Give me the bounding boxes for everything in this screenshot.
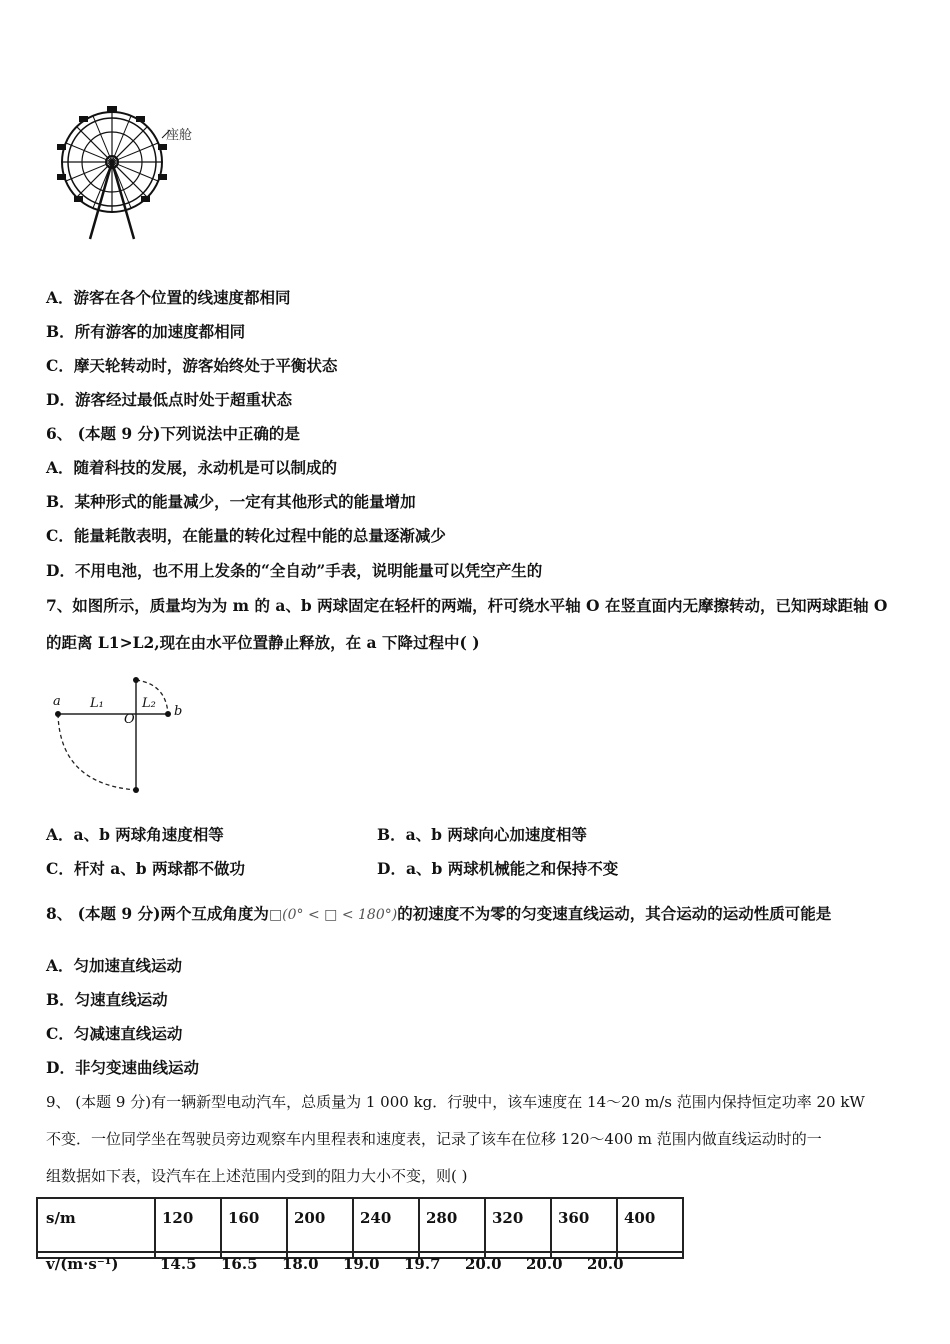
- table-cell: 20.0: [526, 1255, 563, 1273]
- ferris-label: 座舱: [166, 128, 193, 143]
- table-cell: 360: [551, 1198, 617, 1252]
- q8-option-b: B．匀速直线运动: [46, 990, 168, 1009]
- q7-option-b: B．a、b 两球向心加速度相等: [377, 825, 587, 844]
- q8-option-a: A．匀加速直线运动: [46, 956, 183, 975]
- q7-option-a: A．a、b 两球角速度相等: [46, 825, 224, 844]
- q8-stem-after: 的初速度不为零的匀变速直线运动，其合运动的运动性质可能是: [397, 904, 832, 923]
- table-cell: 19.0: [343, 1255, 380, 1273]
- table-cell: 18.0: [282, 1255, 319, 1273]
- q6-option-d: D．不用电池，也不用上发条的“全自动”手表，说明能量可以凭空产生的: [46, 561, 543, 580]
- q5-option-d: D．游客经过最低点时处于超重状态: [46, 390, 292, 409]
- table-cell: 160: [221, 1198, 287, 1252]
- table-cell: 280: [419, 1198, 485, 1252]
- table-cell: 120: [155, 1198, 221, 1252]
- q9-line1: 9、 (本题 9 分)有一辆新型电动汽车，总质量为 1 000 kg．行驶中，该车速度在 14～20 m/s 范围内保持恒定功率 20 kW: [46, 1093, 865, 1111]
- table-cell: 20.0: [587, 1255, 624, 1273]
- ferris-wheel-figure: [52, 104, 202, 244]
- fig-label-b: b: [174, 704, 183, 719]
- q6-option-b: B．某种形式的能量减少，一定有其他形式的能量增加: [46, 492, 416, 511]
- q7-stem-line2: 的距离 L1>L2,现在由水平位置静止释放，在 a 下降过程中( ): [46, 633, 480, 652]
- table-cell: 19.7: [404, 1255, 441, 1273]
- q8-option-c: C．匀减速直线运动: [46, 1024, 183, 1043]
- rod-rotation-figure: [50, 674, 200, 798]
- fig-label-o: O: [124, 712, 135, 727]
- table-cell: 240: [353, 1198, 419, 1252]
- q9-line3: 组数据如下表，设汽车在上述范围内受到的阻力大小不变，则( ): [46, 1167, 468, 1185]
- q8-option-d: D．非匀变速曲线运动: [46, 1058, 199, 1077]
- table-row: [37, 1198, 683, 1252]
- fig-label-l2: L₂: [142, 696, 156, 711]
- table-cell: 14.5: [160, 1255, 197, 1273]
- q5-option-a: A．游客在各个位置的线速度都相同: [46, 288, 291, 307]
- data-table: [36, 1197, 684, 1259]
- table-header-v: v/(m·s⁻¹): [46, 1255, 119, 1273]
- q8-angle-math: □(0° < □ < 180°): [268, 907, 398, 923]
- table-cell: 320: [485, 1198, 551, 1252]
- q6-stem: 6、 (本题 9 分)下列说法中正确的是: [46, 424, 300, 443]
- table-cell: 200: [287, 1198, 353, 1252]
- q6-option-c: C．能量耗散表明，在能量的转化过程中能的总量逐渐减少: [46, 526, 446, 545]
- q5-option-b: B．所有游客的加速度都相同: [46, 322, 246, 341]
- fig-label-l1: L₁: [90, 696, 104, 711]
- q7-option-c: C．杆对 a、b 两球都不做功: [46, 859, 246, 878]
- q8-stem: [46, 902, 831, 924]
- fig-label-a: a: [53, 694, 61, 709]
- table-cell: 20.0: [465, 1255, 502, 1273]
- q8-stem-before: 8、 (本题 9 分)两个互成角度为: [46, 904, 269, 923]
- q7-option-d: D．a、b 两球机械能之和保持不变: [377, 859, 619, 878]
- q5-option-c: C．摩天轮转动时，游客始终处于平衡状态: [46, 356, 338, 375]
- q7-stem-line1: 7、如图所示，质量均为为 m 的 a、b 两球固定在轻杆的两端，杆可绕水平轴 O 在竖直面内无摩擦转动，已知两球距轴 O: [46, 596, 888, 615]
- table-header-s: s/m: [37, 1198, 155, 1252]
- table-cell: 16.5: [221, 1255, 258, 1273]
- table-cell: 400: [617, 1198, 683, 1252]
- q9-line2: 不变．一位同学坐在驾驶员旁边观察车内里程表和速度表，记录了该车在位移 120～400 m 范围内做直线运动时的一: [46, 1130, 822, 1148]
- q6-option-a: A．随着科技的发展，永动机是可以制成的: [46, 458, 338, 477]
